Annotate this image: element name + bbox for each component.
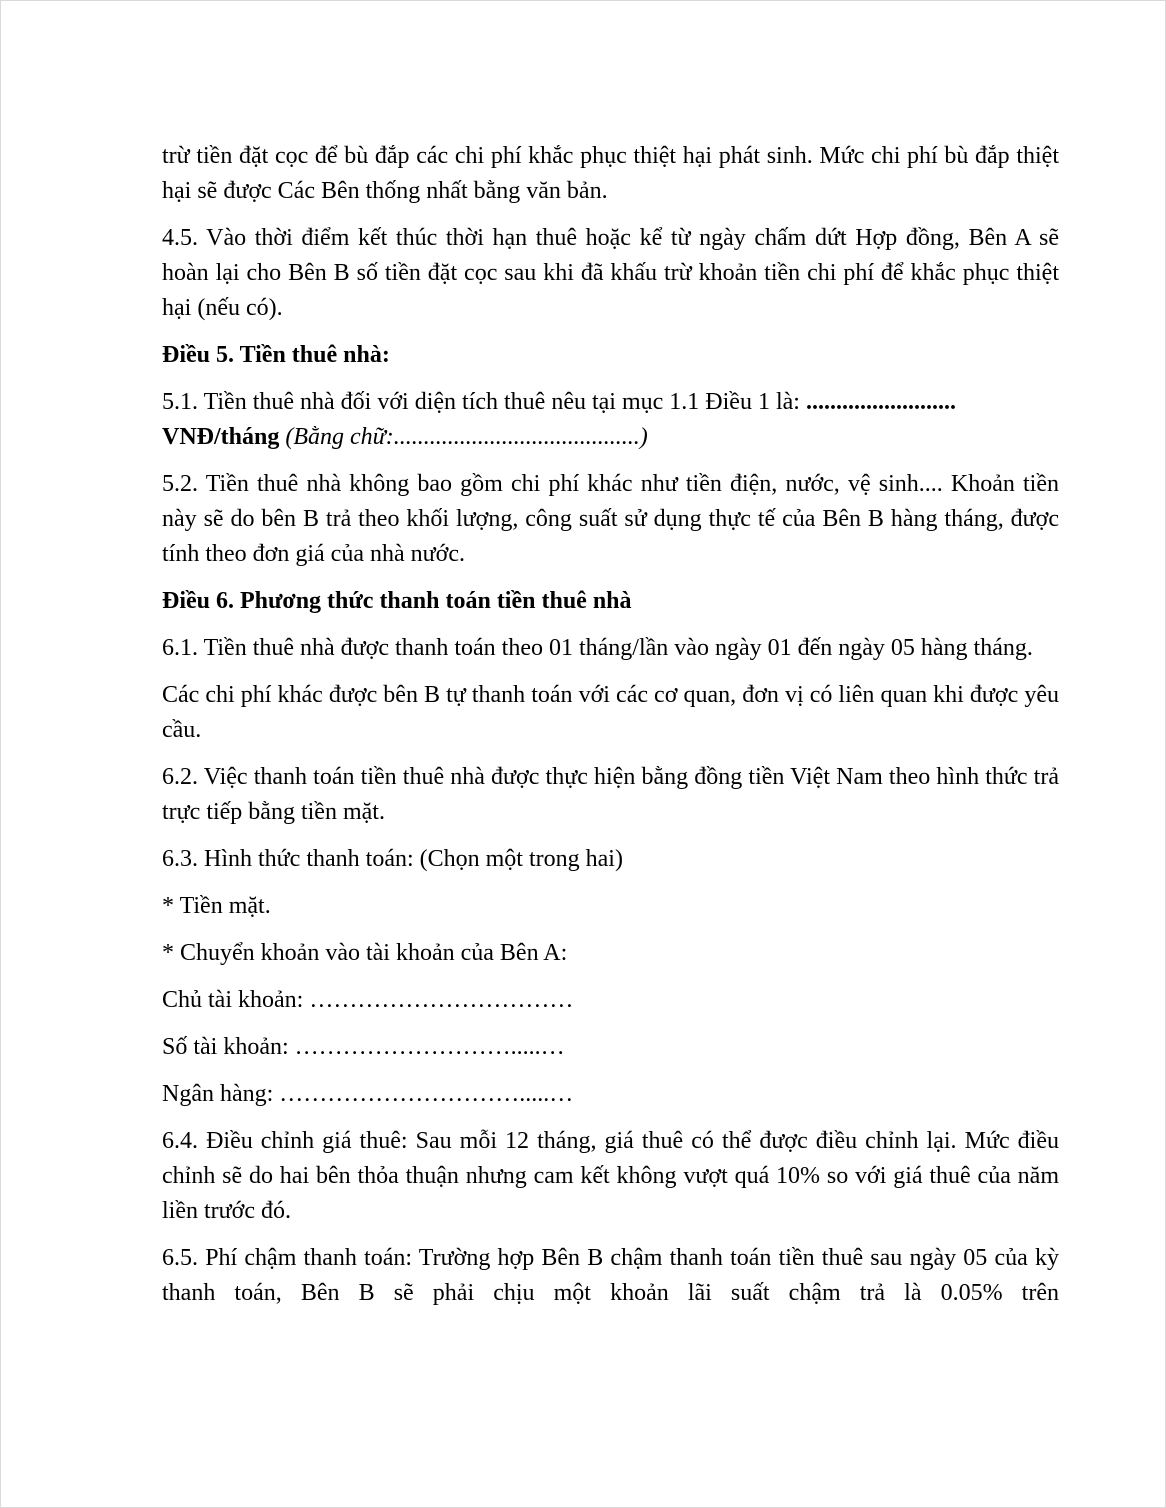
paragraph-6-2: 6.2. Việc thanh toán tiền thuê nhà được thực hiện bằng đồng tiền Việt Nam theo hình thức trả trực tiếp bằng tiền mặt. — [162, 764, 1059, 825]
paragraph-6-1: 6.1. Tiền thuê nhà được thanh toán theo 01 tháng/lần vào ngày 01 đến ngày 05 hàng tháng. — [162, 635, 1033, 661]
rent-unit: VNĐ/tháng — [162, 424, 280, 450]
paragraph-4-5: 4.5. Vào thời điểm kết thúc thời hạn thuê hoặc kể từ ngày chấm dứt Hợp đồng, Bên A sẽ hoàn lại cho Bên B số tiền đặt cọc sau khi đã khấu trừ khoản tiền chi phí để khắc phục thiệt hại (nếu có). — [162, 225, 1059, 321]
account-number-field: Số tài khoản: ……………………….....… — [162, 1034, 565, 1060]
document-body — [162, 139, 1059, 1323]
rent-amount-blank: ......................... — [805, 389, 956, 415]
paragraph-5-1 — [162, 385, 1059, 455]
account-holder-field: Chủ tài khoản: …………………………… — [162, 987, 574, 1013]
payment-option-cash: * Tiền mặt. — [162, 893, 271, 919]
payment-option-transfer: * Chuyển khoản vào tài khoản của Bên A: — [162, 940, 568, 966]
heading-article-5: Điều 5. Tiền thuê nhà: — [162, 342, 390, 368]
bank-field: Ngân hàng: ………………………….....… — [162, 1081, 574, 1107]
heading-article-6: Điều 6. Phương thức thanh toán tiền thuê nhà — [162, 588, 632, 614]
paragraph-6-5: 6.5. Phí chậm thanh toán: Trường hợp Bên B chậm thanh toán tiền thuê sau ngày 05 của kỳ thanh toán, Bên B sẽ phải chịu một khoản lãi suất chậm trả là 0.05% trên — [162, 1245, 1059, 1306]
paragraph-deposit-deduction: trừ tiền đặt cọc để bù đắp các chi phí khắc phục thiệt hại phát sinh. Mức chi phí bù đắp thiệt hại sẽ được Các Bên thống nhất bằng văn bản. — [162, 143, 1059, 204]
paragraph-6-1-other-costs: Các chi phí khác được bên B tự thanh toán với các cơ quan, đơn vị có liên quan khi được yêu cầu. — [162, 682, 1059, 743]
paragraph-6-4: 6.4. Điều chỉnh giá thuê: Sau mỗi 12 tháng, giá thuê có thể được điều chỉnh lại. Mức điều chỉnh sẽ do hai bên thỏa thuận nhưng cam kết không vượt quá 10% so với giá thuê của năm liền trước đó. — [162, 1128, 1059, 1224]
rent-amount-in-words: (Bằng chữ:.........................................) — [279, 424, 648, 450]
paragraph-6-3: 6.3. Hình thức thanh toán: (Chọn một trong hai) — [162, 846, 623, 872]
paragraph-5-1-text: 5.1. Tiền thuê nhà đối với diện tích thuê nêu tại mục 1.1 Điều 1 là: — [162, 389, 806, 415]
paragraph-5-2: 5.2. Tiền thuê nhà không bao gồm chi phí khác như tiền điện, nước, vệ sinh.... Khoản tiền này sẽ do bên B trả theo khối lượng, công suất sử dụng thực tế của Bên B hàng tháng, được tính theo đơn giá của nhà nước. — [162, 471, 1059, 567]
